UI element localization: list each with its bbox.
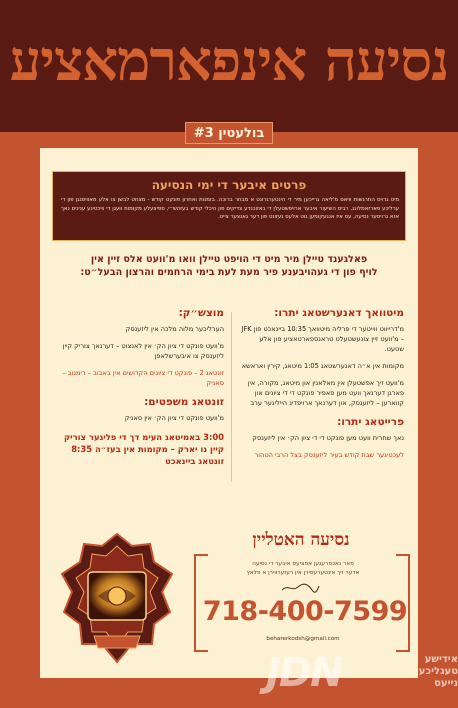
signature-icon	[280, 582, 320, 594]
schedule-paragraph: מ'וועט פונקט די ציון הק׳ אין סאניק	[124, 414, 224, 422]
schedule-right-column	[238, 306, 404, 467]
schedule-paragraph-highlight: זונטאג 2 – פונקט די ציונים הקדושים אין באבוב – רימנוב – סאניק	[62, 369, 224, 387]
schedule-paragraph: הערליכער מלוה מלכה אין ליזענסק	[125, 325, 224, 333]
hotline-box	[190, 530, 410, 650]
page-title: נסיעה אינפארמאציע	[9, 28, 449, 94]
bulletin-badge: בולעטין #3	[185, 122, 273, 144]
hotline-subtitle: אדער זיך אינטערעסירן אין רעזערווירן א פלאץ	[246, 570, 360, 576]
hotline-email[interactable]: beharerkodsh@gmail.com	[266, 636, 340, 642]
hotline-title: נסיעה האטליין	[252, 530, 350, 550]
hotline-subtitle: פאר נאכפרעגען אפציעס איבער די נסיעה	[252, 561, 354, 567]
hotline-phone-number[interactable]: 718-400-7599	[202, 596, 408, 627]
schedule-paragraph: מקומות אין א״ה דאנערשטאג 1:05 מיטאג, קירין ואראשא	[241, 362, 404, 370]
watermark-line: אידישע	[424, 654, 458, 665]
watermark-line: טעגליכע	[418, 666, 458, 677]
schedule-paragraph: נאך שחרית וועט מען פונקט די די ציון הק׳ אין ליזענסק	[252, 434, 404, 442]
watermark-line: נייעס	[434, 678, 458, 689]
watermark-text	[384, 654, 458, 690]
intro-line-1: פאלגענד טיילן מיר מיט די הויפט טיילן וואו מ'וועט אלס זיין אין	[90, 254, 368, 265]
intro-line-2: לויף פון די געהויבענע פיר מעת לעת בימי הרחמים והרצון הבעל״ט:	[80, 267, 378, 278]
section-heading-friday: פרייטאג יתרו:	[337, 416, 404, 428]
schedule-paragraph: מ'וועט זיך אפשטעלן אין מאלאנין און מיטאג, מקורה, אין פארגן דערנאך וועט מען פאפיר פונקט די די ציונים און קווארען – ליזענסק, און דערנאך ארויפדיג הייליגער ערב	[247, 379, 404, 407]
schedule-paragraph: מ'וועט פונקט די ציון הק׳ אין לאנצוט – דערנאך צוריק קיין ליזענסק צו איבערשלאפן	[62, 342, 224, 360]
schedule-paragraph: מ'דרייווט ווייטער די פרליה מיטוואך 10:35 ביינאכט פון JFK – מ'וועט זיין צוגעשטעלט טראנספארטאציע פון אלע שטעט.	[241, 325, 404, 353]
trip-details-box	[52, 171, 406, 241]
section-heading-wed-thu: מיטוואך דאנערשטאג יתרו:	[274, 307, 404, 319]
section-heading-motzash: מוצש״ק:	[178, 307, 224, 319]
watermark-logo: JDN	[266, 650, 342, 696]
intro-text	[50, 253, 408, 279]
trip-details-title: פרטים איבער די ימי הנסיעה	[151, 178, 307, 192]
schedule-left-column	[54, 306, 224, 474]
trip-details-text: מיט גרויס התרגשות וויאס מ'ליאה גרייכען מיר די הינטערגרונט א מבחר ברוכה. בזמנות ואחרון פונקט קודש - מצחט לבשן צו אלע מאוויסנגן פון די ערליכע פארזאמלונג, רביס השיעור איבער ארויפשטעלן די באזוכנדע צדיקים פון היכלי קודש בעזהש״י, ספיצעלע מקומות וועגן די וויכטיגע ענינים נאך אזא גרויסער נסיעה, עס איז אנגעקומען גוט אלעס געזונט פון דער גאנצער צייט.	[61, 197, 399, 221]
schedule-paragraph-highlight: לעכטיגער שבת קודש בעיר ליזענסק בצל הרבי הטהור	[254, 451, 404, 459]
ornamental-seal-icon	[58, 532, 176, 666]
section-heading-sunday: זונטאג משפטים:	[144, 396, 224, 408]
watermark	[258, 648, 458, 700]
return-flight-note: 3:00 באמיטאג העימ דך די פליגער צוריק קיין נו יארק – מקומות אין בעז״ה 8:35 זונטאג ביינאכט	[63, 432, 224, 466]
column-divider	[231, 312, 232, 482]
